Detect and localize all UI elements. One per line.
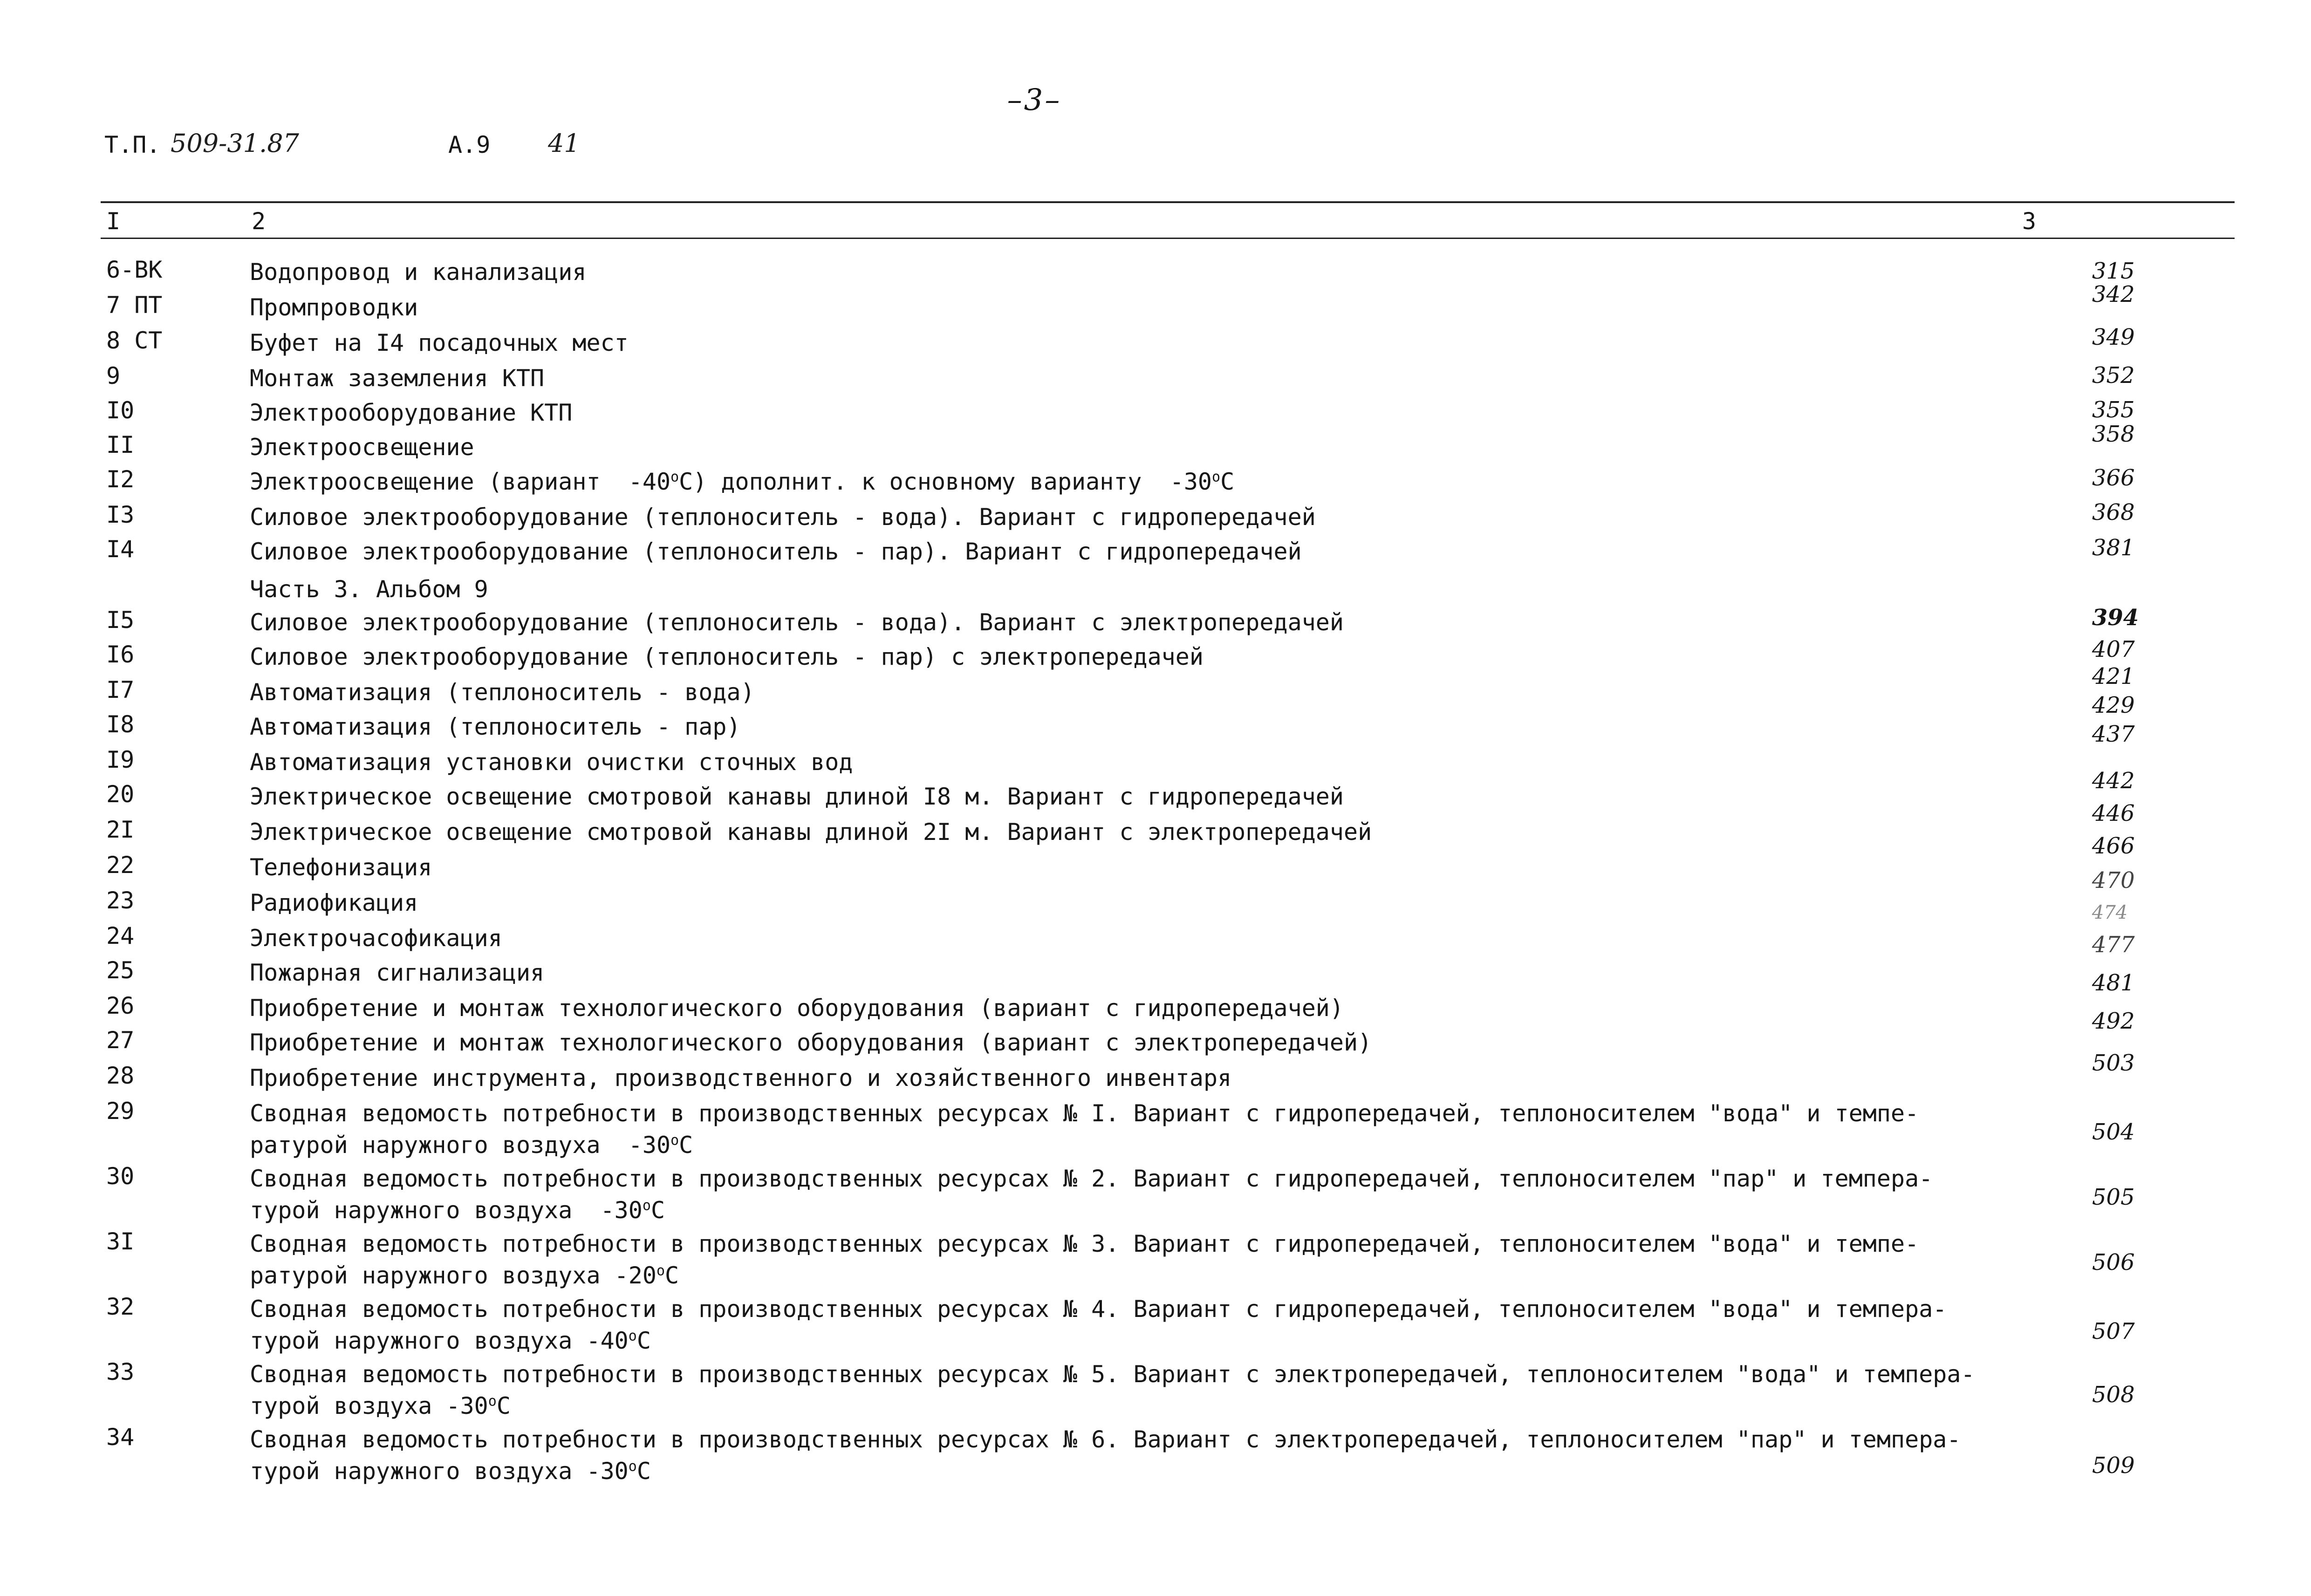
item-title: Промпроводки — [250, 294, 418, 321]
item-page: 437 — [2092, 721, 2135, 747]
tp-handwritten-number: 509-31.87 — [171, 129, 299, 158]
item-page: 315 — [2092, 258, 2135, 284]
tp-label: Т.П. — [104, 131, 161, 158]
item-number: 24 — [106, 922, 135, 949]
item-page: 492 — [2092, 1008, 2135, 1034]
item-title: Монтаж заземления КТП — [250, 365, 545, 392]
item-page: 505 — [2092, 1184, 2135, 1210]
item-page-secondary: 429 — [2092, 692, 2135, 718]
item-title: Электрочасофикация — [250, 925, 502, 952]
item-title: Силовое электрооборудование (теплоноситель - вода). Вариант с электропередачей — [250, 609, 1344, 636]
item-title: Автоматизация (теплоноситель - пар) — [250, 713, 741, 740]
item-page: 470 — [2092, 867, 2135, 893]
item-number: I8 — [106, 711, 135, 738]
item-title: Приобретение и монтаж технологического оборудования (вариант с электропередачей) — [250, 1029, 1372, 1056]
item-page: 507 — [2092, 1318, 2135, 1344]
item-number: I5 — [106, 607, 135, 634]
item-number: 9 — [106, 362, 121, 389]
item-number: 20 — [106, 781, 135, 808]
page-number: –3– — [1007, 83, 1062, 117]
item-title: Электрическое освещение смотровой канавы длиной 2I м. Вариант с электропередачей — [250, 818, 1372, 846]
item-number: II — [106, 431, 135, 458]
item-title: Силовое электрооборудование (теплоноситель - пар). Вариант с гидропередачей — [250, 538, 1302, 565]
item-title: Буфет на I4 посадочных мест — [250, 329, 629, 356]
item-page: 368 — [2092, 499, 2135, 525]
item-title: Приобретение и монтаж технологического оборудования (вариант с гидропередачей) — [250, 995, 1344, 1022]
item-page: 381 — [2092, 535, 2135, 561]
table-top-rule — [101, 201, 2235, 203]
item-title: Электроосвещение — [250, 434, 474, 461]
item-number: 7 ПТ — [106, 292, 163, 319]
column-header-3: 3 — [2022, 208, 2037, 235]
item-page: 421 — [2092, 663, 2135, 689]
item-title: Силовое электрооборудование (теплоноситель - вода). Вариант с гидропередачей — [250, 504, 1316, 531]
item-number: 26 — [106, 992, 135, 1019]
item-page: 394 — [2092, 605, 2139, 631]
item-page: 355 — [2092, 397, 2135, 423]
item-number: I3 — [106, 501, 135, 528]
item-number: 32 — [106, 1293, 135, 1320]
item-page: 352 — [2092, 362, 2135, 389]
item-number: 3I — [106, 1228, 135, 1255]
item-number: I2 — [106, 466, 135, 493]
item-number: 25 — [106, 957, 135, 984]
item-title: Сводная ведомость потребности в производственных ресурсах № 3. Вариант с гидропередачей, теплоносителем "вода" и темпе- ратурой наружного воздуха -20$^o$С — [250, 1230, 1919, 1289]
item-number: I4 — [106, 536, 135, 563]
item-title: Силовое электрооборудование (теплоноситель - пар) с электропередачей — [250, 643, 1203, 670]
item-page: 504 — [2092, 1119, 2135, 1145]
item-page: 358 — [2092, 421, 2135, 447]
item-title: Телефонизация — [250, 854, 432, 881]
album-handwritten-number: 41 — [548, 129, 580, 158]
item-number: 6-ВК — [106, 256, 163, 283]
item-number: 27 — [106, 1027, 135, 1054]
album-label: А.9 — [448, 131, 491, 158]
item-title: Водопровод и канализация — [250, 259, 587, 286]
item-page: 503 — [2092, 1050, 2135, 1076]
item-number: 33 — [106, 1358, 135, 1385]
item-number: 30 — [106, 1163, 135, 1190]
item-number: 23 — [106, 887, 135, 914]
item-title: Радиофикация — [250, 889, 418, 916]
item-page: 446 — [2092, 800, 2135, 826]
item-page: 407 — [2092, 636, 2135, 662]
item-title: Сводная ведомость потребности в производственных ресурсах № 6. Вариант с электропередачей, теплоносителем "пар" и темпера- турой наружного воздуха -30$^o$С — [250, 1426, 1961, 1485]
item-number: 34 — [106, 1424, 135, 1451]
item-title: Электроосвещение (вариант -40$^o$С) дополнит. к основному варианту -30$^o$С — [250, 468, 1235, 495]
item-page: 508 — [2092, 1382, 2135, 1408]
item-page: 474 — [2092, 902, 2128, 923]
item-page: 366 — [2092, 465, 2135, 491]
item-number: I9 — [106, 746, 135, 773]
item-title: Сводная ведомость потребности в производственных ресурсах № 2. Вариант с гидропередачей, теплоносителем "пар" и темпера- турой наружного воздуха -30$^o$С — [250, 1165, 1933, 1224]
column-header-2: 2 — [252, 208, 266, 235]
item-title: Электрооборудование КТП — [250, 399, 573, 426]
item-number: 8 СТ — [106, 327, 163, 354]
item-number: 28 — [106, 1062, 135, 1089]
item-title: Сводная ведомость потребности в производственных ресурсах № I. Вариант с гидропередачей, теплоносителем "вода" и темпе- ратурой наружного воздуха -30$^o$С — [250, 1100, 1919, 1159]
item-page: 506 — [2092, 1249, 2135, 1275]
item-number: I7 — [106, 676, 135, 703]
column-header-1: I — [106, 208, 121, 235]
table-header-rule — [101, 238, 2235, 239]
section-heading: Часть 3. Альбом 9 — [250, 576, 488, 603]
item-page: 342 — [2092, 281, 2135, 307]
item-number: 22 — [106, 852, 135, 879]
item-number: I0 — [106, 397, 135, 424]
item-title: Электрическое освещение смотровой канавы длиной I8 м. Вариант с гидропередачей — [250, 783, 1344, 810]
item-page: 466 — [2092, 833, 2135, 859]
item-title: Приобретение инструмента, производственного и хозяйственного инвентаря — [250, 1064, 1232, 1091]
item-title: Сводная ведомость потребности в производственных ресурсах № 5. Вариант с электропередачей, теплоносителем "вода" и темпера- турой воздуха -30$^o$С — [250, 1361, 1975, 1419]
item-number: I6 — [106, 641, 135, 668]
item-title: Автоматизация установки очистки сточных вод — [250, 749, 853, 776]
item-number: 2I — [106, 816, 135, 843]
item-page: 477 — [2092, 932, 2135, 958]
item-page: 481 — [2092, 970, 2135, 996]
item-title: Сводная ведомость потребности в производственных ресурсах № 4. Вариант с гидропередачей, теплоносителем "вода" и темпера- турой наружного воздуха -40$^o$С — [250, 1296, 1947, 1354]
item-title: Автоматизация (теплоноситель - вода) — [250, 679, 755, 706]
item-page: 442 — [2092, 768, 2135, 794]
item-page: 349 — [2092, 324, 2135, 350]
item-title: Пожарная сигнализация — [250, 959, 545, 986]
item-number: 29 — [106, 1098, 135, 1125]
item-page: 509 — [2092, 1453, 2135, 1479]
